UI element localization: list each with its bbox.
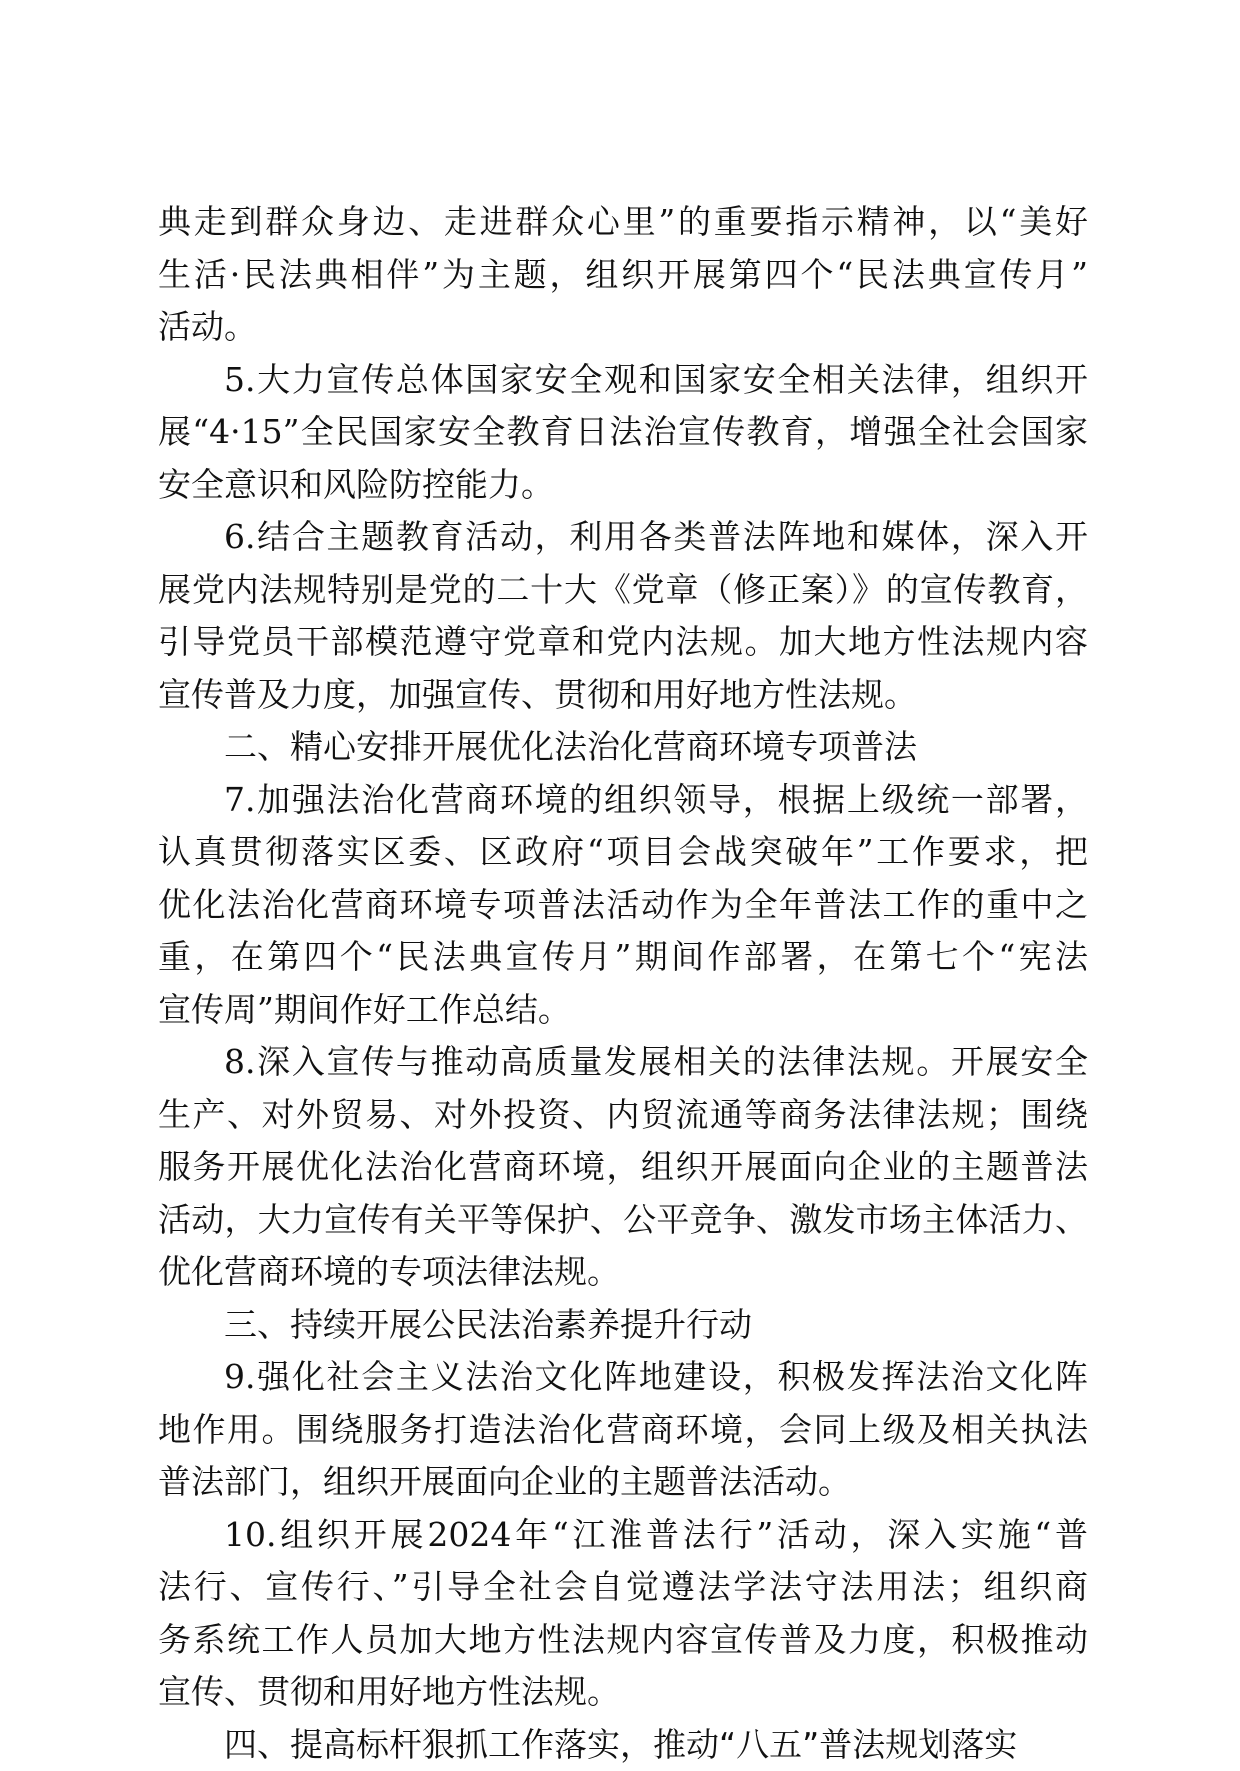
text-line: 6.结合主题教育活动，利用各类普法阵地和媒体，深入开: [158, 511, 1088, 564]
text-line: 认真贯彻落实区委、区政府“项目会战突破年”工作要求，把: [158, 826, 1088, 879]
text-line: 引导党员干部模范遵守党章和党内法规。加大地方性法规内容: [158, 616, 1088, 669]
text-line: 展“4·15”全民国家安全教育日法治宣传教育，增强全社会国家: [158, 406, 1088, 459]
paragraph: [158, 354, 1088, 512]
paragraph: [158, 774, 1088, 1037]
text-line: 重，在第四个“民法典宣传月”期间作部署，在第七个“宪法: [158, 931, 1088, 984]
text-line: 生活·民法典相伴”为主题，组织开展第四个“民法典宣传月”: [158, 249, 1088, 302]
text-line: 二、精心安排开展优化法治化营商环境专项普法: [158, 721, 1088, 774]
text-line: 5.大力宣传总体国家安全观和国家安全相关法律，组织开: [158, 354, 1088, 407]
paragraph: [158, 1036, 1088, 1299]
text-line: 展党内法规特别是党的二十大《党章（修正案）》的宣传教育，: [158, 564, 1088, 617]
text-line: 典走到群众身边、走进群众心里”的重要指示精神，以“美好: [158, 196, 1088, 249]
text-line: 宣传周”期间作好工作总结。: [158, 984, 1088, 1037]
text-line: 活动。: [158, 301, 1088, 354]
text-line: 服务开展优化法治化营商环境，组织开展面向企业的主题普法: [158, 1141, 1088, 1194]
text-line: 宣传、贯彻和用好地方性法规。: [158, 1666, 1088, 1719]
text-line: 优化营商环境的专项法律法规。: [158, 1246, 1088, 1299]
text-line: 生产、对外贸易、对外投资、内贸流通等商务法律法规；围绕: [158, 1089, 1088, 1142]
text-line: 四、提高标杆狠抓工作落实，推动“八五”普法规划落实: [158, 1719, 1088, 1771]
document-body: [158, 196, 1088, 1771]
text-line: 地作用。围绕服务打造法治化营商环境，会同上级及相关执法: [158, 1404, 1088, 1457]
text-line: 普法部门，组织开展面向企业的主题普法活动。: [158, 1456, 1088, 1509]
text-line: 安全意识和风险防控能力。: [158, 459, 1088, 512]
paragraph: [158, 196, 1088, 354]
text-line: 活动，大力宣传有关平等保护、公平竞争、激发市场主体活力、: [158, 1194, 1088, 1247]
paragraph: [158, 511, 1088, 721]
section-heading: [158, 1719, 1088, 1771]
text-line: 10.组织开展2024年“江淮普法行”活动，深入实施“普: [158, 1509, 1088, 1562]
section-heading: [158, 1299, 1088, 1352]
text-line: 宣传普及力度，加强宣传、贯彻和用好地方性法规。: [158, 669, 1088, 722]
text-line: 9.强化社会主义法治文化阵地建设，积极发挥法治文化阵: [158, 1351, 1088, 1404]
text-line: 务系统工作人员加大地方性法规内容宣传普及力度，积极推动: [158, 1614, 1088, 1667]
text-line: 三、持续开展公民法治素养提升行动: [158, 1299, 1088, 1352]
paragraph: [158, 1509, 1088, 1719]
section-heading: [158, 721, 1088, 774]
text-line: 优化法治化营商环境专项普法活动作为全年普法工作的重中之: [158, 879, 1088, 932]
text-line: 法行、宣传行、”引导全社会自觉遵法学法守法用法；组织商: [158, 1561, 1088, 1614]
text-line: 7.加强法治化营商环境的组织领导，根据上级统一部署，: [158, 774, 1088, 827]
text-line: 8.深入宣传与推动高质量发展相关的法律法规。开展安全: [158, 1036, 1088, 1089]
paragraph: [158, 1351, 1088, 1509]
